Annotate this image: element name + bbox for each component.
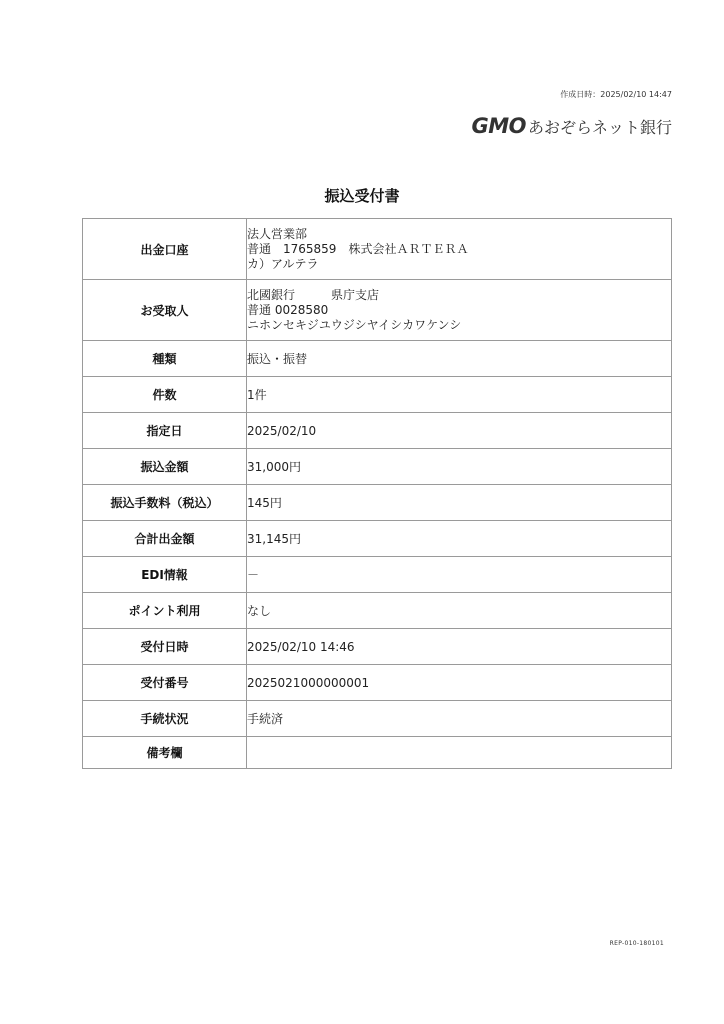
row-points: [83, 593, 672, 629]
row-status: [83, 701, 672, 737]
label-accepted-at: 受付日時: [83, 629, 247, 665]
row-recipient: [83, 280, 672, 341]
row-remarks: [83, 737, 672, 769]
value-recipient: [247, 280, 672, 341]
form-code: REP-010-180101: [609, 940, 664, 947]
value-type: 振込・振替: [247, 341, 672, 377]
row-accepted-at: [83, 629, 672, 665]
logo-gmo: GMO: [471, 114, 526, 138]
row-count: [83, 377, 672, 413]
row-total: [83, 521, 672, 557]
value-remarks: [247, 737, 672, 769]
label-total: 合計出金額: [83, 521, 247, 557]
receipt-table: [82, 218, 672, 769]
row-type: [83, 341, 672, 377]
row-date: [83, 413, 672, 449]
label-count: 件数: [83, 377, 247, 413]
label-status: 手続状況: [83, 701, 247, 737]
label-recipient: お受取人: [83, 280, 247, 341]
row-source-account: [83, 219, 672, 280]
row-receipt-number: [83, 665, 672, 701]
value-points: なし: [247, 593, 672, 629]
label-receipt-number: 受付番号: [83, 665, 247, 701]
value-status: 手続済: [247, 701, 672, 737]
value-count: 1件: [247, 377, 672, 413]
value-fee: 145円: [247, 485, 672, 521]
recipient-bank: 北國銀行 県庁支店: [247, 287, 380, 302]
label-date: 指定日: [83, 413, 247, 449]
value-receipt-number: 2025021000000001: [247, 665, 672, 701]
label-fee: 振込手数料（税込）: [83, 485, 247, 521]
source-branch: 法人営業部: [247, 226, 308, 241]
row-amount: [83, 449, 672, 485]
value-amount: 31,000円: [247, 449, 672, 485]
document-title: 振込受付書: [324, 187, 400, 205]
label-edi: EDI情報: [83, 557, 247, 593]
recipient-account: 普通 0028580: [247, 302, 329, 317]
source-account-kana: カ）アルテラ: [247, 256, 319, 271]
source-account-number: 普通 1765859 株式会社ＡＲＴＥＲＡ: [247, 241, 469, 256]
value-source-account: [247, 219, 672, 280]
value-accepted-at: 2025/02/10 14:46: [247, 629, 672, 665]
label-remarks: 備考欄: [83, 737, 247, 769]
label-source-account: 出金口座: [83, 219, 247, 280]
recipient-name: ニホンセキジユウジシヤイシカワケンシ: [247, 317, 462, 332]
value-total: 31,145円: [247, 521, 672, 557]
label-type: 種類: [83, 341, 247, 377]
label-points: ポイント利用: [83, 593, 247, 629]
value-date: 2025/02/10: [247, 413, 672, 449]
row-fee: [83, 485, 672, 521]
label-amount: 振込金額: [83, 449, 247, 485]
row-edi: [83, 557, 672, 593]
logo-bank-name: あおぞらネット銀行: [527, 118, 672, 137]
bank-logo: [471, 114, 672, 138]
value-edi: －: [247, 557, 672, 593]
created-datetime: 作成日時：2025/02/10 14:47: [560, 90, 672, 99]
